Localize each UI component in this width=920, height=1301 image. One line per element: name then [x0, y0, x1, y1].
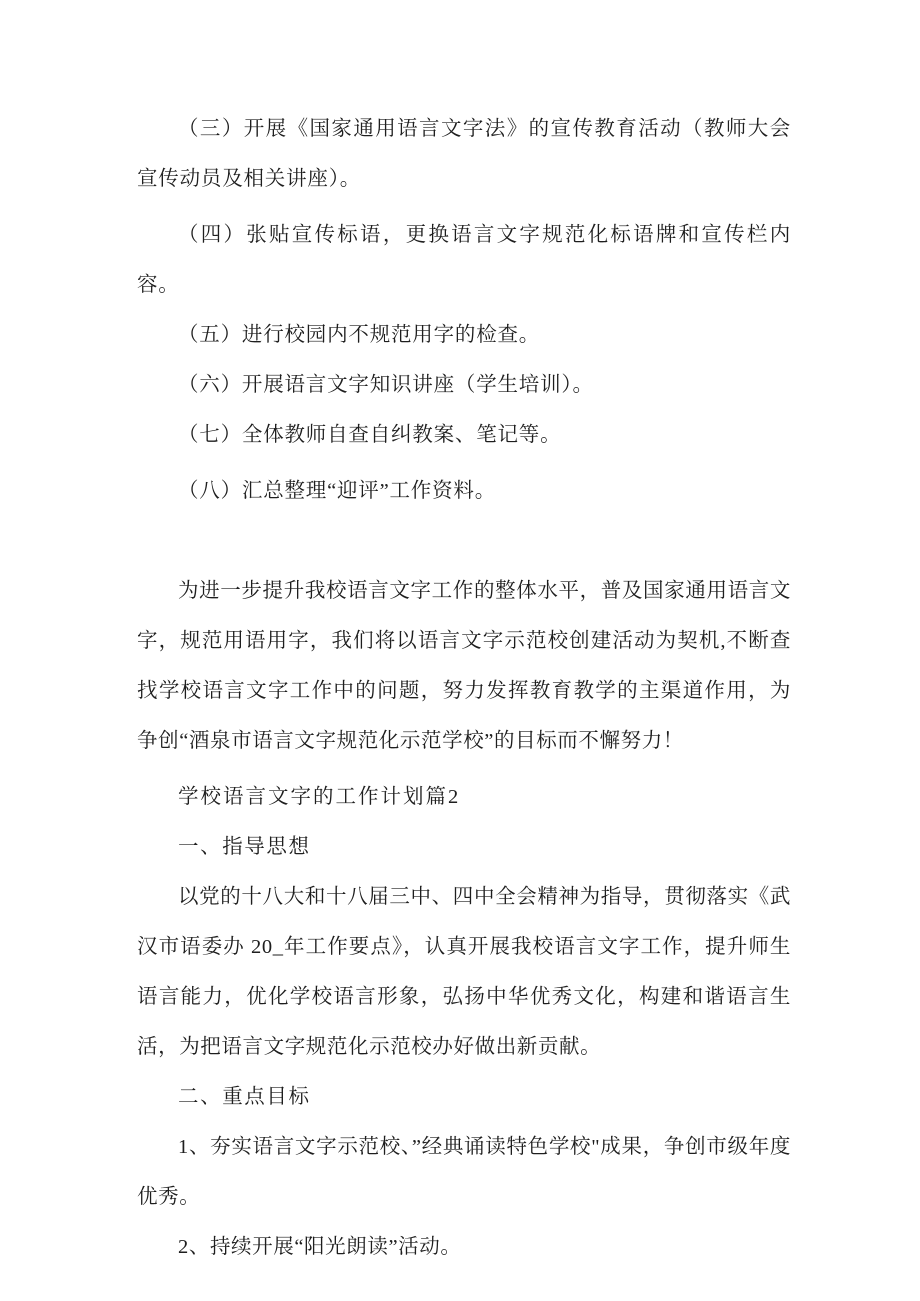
list-item-three: （三）开展《国家通用语言文字法》的宣传教育活动（教师大会宣传动员及相关讲座）。: [137, 118, 791, 190]
article-title: 学校语言文字的工作计划篇2: [178, 786, 461, 808]
section-heading-two: 二、重点目标: [178, 1086, 311, 1108]
list-item-seven: （七）全体教师自查自纠教案、笔记等。: [178, 424, 562, 446]
section-heading-one: 一、指导思想: [178, 836, 311, 858]
goal-item-one: 1、夯实语言文字示范校、”经典诵读特色学校"成果，争创市级年度优秀。: [137, 1136, 791, 1208]
list-item-five: （五）进行校园内不规范用字的检查。: [178, 324, 541, 346]
closing-paragraph: 为进一步提升我校语言文字工作的整体水平，普及国家通用语言文字，规范用语用字，我们将以语言文字示范校创建活动为契机,不断查找学校语言文字工作中的问题，努力发挥教育教学的主渠道作用，为争创“酒泉市语言文字规范化示范学校”的目标而不懈努力！: [137, 580, 791, 752]
document-body: [137, 104, 791, 1272]
list-item-eight: （八）汇总整理“迎评”工作资料。: [178, 480, 496, 502]
list-item-six: （六）开展语言文字知识讲座（学生培训）。: [178, 374, 594, 396]
paragraph-break: [137, 516, 791, 566]
goal-item-two: 2、持续开展“阳光朗读”活动。: [178, 1236, 462, 1258]
list-item-four: （四）张贴宣传标语，更换语言文字规范化标语牌和宣传栏内容。: [137, 224, 791, 296]
guiding-thought-paragraph: 以党的十八大和十八届三中、四中全会精神为指导，贯彻落实《武汉市语委办 20_年工作要点》，认真开展我校语言文字工作，提升师生语言能力，优化学校语言形象，弘扬中华优秀文化，构建和谐语言生活，为把语言文字规范化示范校办好做出新贡献。: [137, 886, 791, 1058]
